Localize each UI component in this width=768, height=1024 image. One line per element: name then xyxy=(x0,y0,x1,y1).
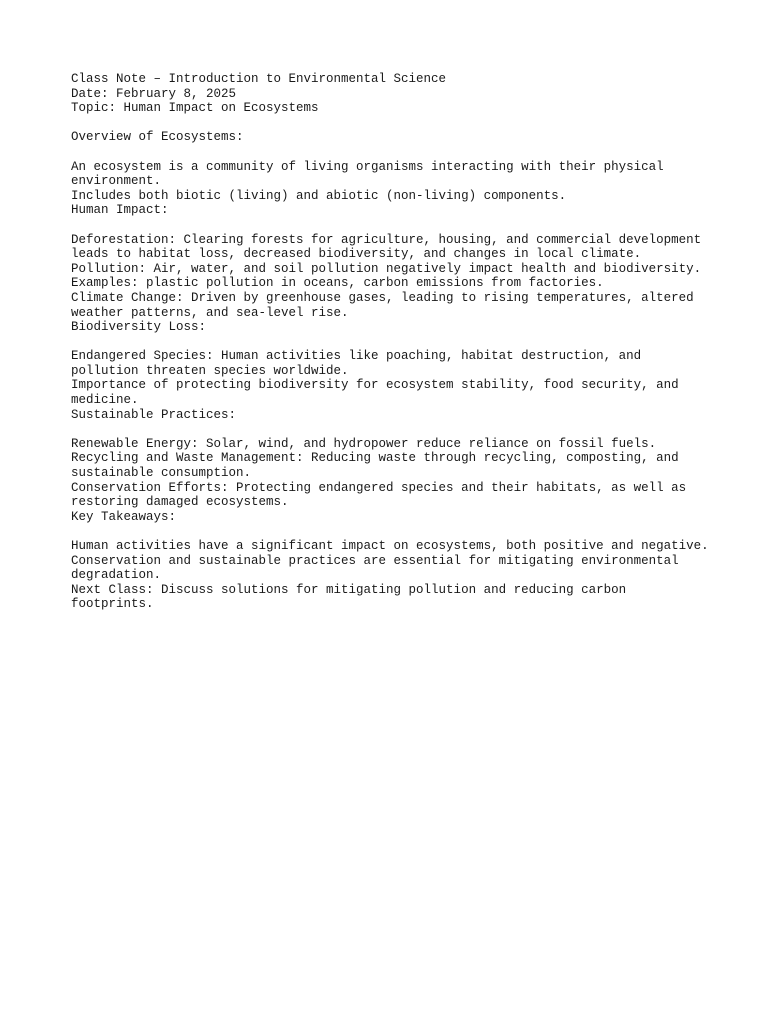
document-title: Class Note – Introduction to Environmental Science xyxy=(71,72,447,86)
section-heading-overview: Overview of Ecosystems: xyxy=(71,130,244,145)
spacer xyxy=(71,116,711,131)
section-heading-takeaways: Key Takeaways: xyxy=(71,509,177,524)
spacer xyxy=(71,524,711,539)
spacer xyxy=(71,335,711,350)
human-impact-item: Climate Change: Driven by greenhouse gases, leading to rising temperatures, altered weather patterns, and sea-level rise. xyxy=(71,290,702,320)
class-note-document xyxy=(71,72,711,612)
section-heading-human-impact: Human Impact: xyxy=(71,203,169,218)
human-impact-item: Deforestation: Clearing forests for agriculture, housing, and commercial development leads to habitat loss, decreased biodiversity, and changes in local climate. xyxy=(71,232,709,262)
sustainable-item: Renewable Energy: Solar, wind, and hydropower reduce reliance on fossil fuels. xyxy=(71,436,657,451)
takeaway-item: Next Class: Discuss solutions for mitigating pollution and reducing carbon footprints. xyxy=(71,582,634,612)
takeaway-item: Human activities have a significant impact on ecosystems, both positive and negative. xyxy=(71,539,709,553)
spacer xyxy=(71,422,711,437)
document-topic: Topic: Human Impact on Ecosystems xyxy=(71,101,319,116)
document-date: Date: February 8, 2025 xyxy=(71,86,237,101)
section-heading-biodiversity: Biodiversity Loss: xyxy=(71,320,207,335)
biodiversity-item: Importance of protecting biodiversity for ecosystem stability, food security, and medicine. xyxy=(71,378,687,408)
section-heading-sustainable: Sustainable Practices: xyxy=(71,407,237,422)
biodiversity-item: Endangered Species: Human activities like poaching, habitat destruction, and pollution threaten species worldwide. xyxy=(71,349,649,378)
overview-item: An ecosystem is a community of living organisms interacting with their physical environment. xyxy=(71,159,672,189)
sustainable-item: Recycling and Waste Management: Reducing waste through recycling, composting, and sustainable consumption. xyxy=(71,451,687,481)
sustainable-item: Conservation Efforts: Protecting endangered species and their habitats, as well as restoring damaged ecosystems. xyxy=(71,480,694,510)
overview-item: Includes both biotic (living) and abiotic (non-living) components. xyxy=(71,188,567,203)
spacer xyxy=(71,218,711,233)
human-impact-item: Pollution: Air, water, and soil pollution negatively impact health and biodiversity. Examples: plastic pollution in oceans, carbon emissions from factories. xyxy=(71,261,709,291)
spacer xyxy=(71,145,711,160)
takeaway-item: Conservation and sustainable practices are essential for mitigating environmental degradation. xyxy=(71,553,687,583)
